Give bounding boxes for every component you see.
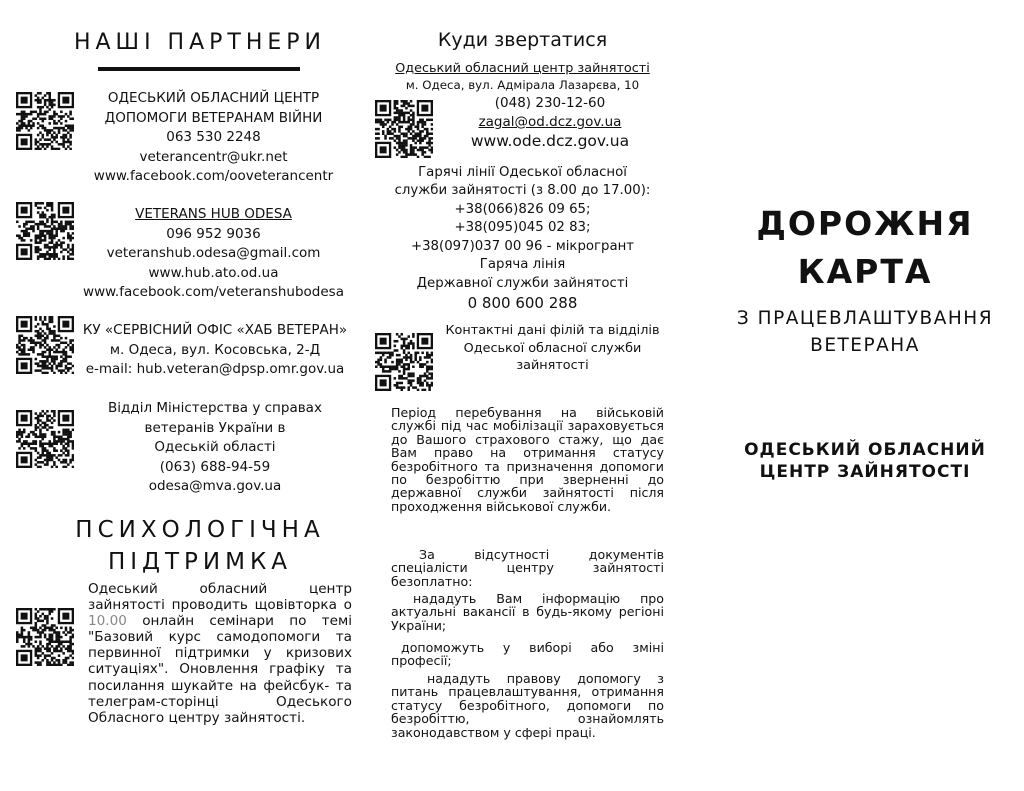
psychology-text: [88, 581, 352, 726]
partner-2-web[interactable]: www.hub.ato.od.ua: [148, 264, 279, 281]
hotline-state-number: 0 800 600 288: [467, 294, 578, 312]
subtitle: [700, 305, 1024, 359]
partner-1-name-2: ДОПОМОГИ ВЕТЕРАНАМ ВІЙНИ: [104, 109, 323, 126]
organization-name-2: ЦЕНТР ЗАЙНЯТОСТІ: [759, 462, 971, 482]
partner-2-name[interactable]: VETERANS HUB ODESA: [135, 206, 292, 222]
info-item-2: допоможуть у виборі або зміні професії;: [391, 640, 664, 669]
hotlines-oblast: [380, 164, 665, 256]
partner-3: [80, 321, 350, 380]
center-address: м. Одеса, вул. Адмірала Лазарєва, 10: [405, 78, 640, 92]
hotline-state: [380, 256, 665, 313]
center-contacts: [445, 94, 655, 151]
hotlines-oblast-line-2: служби зайнятості (з 8.00 до 17.00):: [394, 183, 651, 199]
psychology-text-part-1: Одеський обласний центр зайнятості проводить щовівторка о: [88, 581, 352, 614]
subtitle-1: З ПРАЦЕВЛАШТУВАННЯ: [736, 308, 994, 329]
qr-code-icon[interactable]: [16, 608, 74, 666]
partner-1: [76, 89, 351, 187]
psychology-title: [40, 514, 360, 578]
center-block: [380, 61, 665, 93]
hotline-number-2: +38(095)045 02 83;: [454, 220, 591, 236]
partner-4-line-1: Відділ Міністерства у справах: [108, 400, 322, 416]
center-web[interactable]: www.ode.dcz.gov.ua: [470, 132, 630, 150]
hotlines-oblast-line-1: Гарячі лінії Одеської обласної: [418, 165, 627, 180]
title-underline: [98, 67, 300, 71]
partner-1-name-1: ОДЕСЬКИЙ ОБЛАСНИЙ ЦЕНТР: [107, 90, 320, 106]
partner-2-email[interactable]: veteranshub.odesa@gmail.com: [106, 245, 321, 261]
qr-code-icon[interactable]: [16, 410, 74, 468]
psychology-time: 10.00: [88, 613, 127, 630]
branches-line-2: Одеської обласної служби: [463, 340, 642, 356]
qr-code-icon[interactable]: [375, 333, 433, 391]
partner-1-phone: 063 530 2248: [166, 129, 261, 145]
partners-title: НАШІ ПАРТНЕРИ: [73, 30, 327, 55]
partner-4-line-3: Одеській області: [154, 439, 276, 455]
qr-code-icon[interactable]: [16, 92, 74, 150]
info-paragraph-2: За відсутності документів спеціалісти центру зайнятості безоплатно:: [391, 547, 664, 589]
organization-name-1: ОДЕСЬКИЙ ОБЛАСНИЙ: [744, 440, 986, 460]
organization-name: [700, 439, 1024, 483]
branches-line-3: зайнятості: [516, 358, 589, 373]
qr-code-icon[interactable]: [375, 100, 433, 158]
qr-code-icon[interactable]: [16, 316, 74, 374]
qr-code-icon[interactable]: [16, 202, 74, 260]
contacts-title: Куди звертатися: [437, 29, 608, 51]
branches-contacts: [435, 322, 670, 375]
partner-2-fb[interactable]: www.facebook.com/veteranshubodesa: [83, 284, 344, 300]
center-email[interactable]: zagal@od.dcz.gov.ua: [478, 114, 622, 130]
center-phone: (048) 230-12-60: [494, 95, 606, 111]
center-name[interactable]: Одеський обласний центр зайнятості: [395, 61, 650, 76]
main-title-2: КАРТА: [797, 252, 933, 291]
subtitle-2: ВЕТЕРАНА: [810, 335, 920, 356]
partner-4: [80, 399, 350, 497]
info-item-1: нададуть Вам інформацію про актуальні вакансії в будь-якому регіоні України;: [391, 591, 664, 633]
hotline-state-line-2: Державної служби зайнятості: [416, 275, 629, 291]
hotline-number-3: +38(097)037 00 96 - мікрогрант: [410, 238, 635, 254]
branches-line-1: Контактні дані філій та відділів: [445, 323, 660, 338]
psychology-title-2: ПІДТРИМКА: [107, 549, 293, 575]
partner-4-email[interactable]: odesa@mva.gov.ua: [148, 478, 282, 494]
hotline-number-1: +38(066)826 09 65;: [454, 201, 591, 217]
partner-4-line-2: ветеранів України в: [144, 419, 286, 436]
main-title: [700, 200, 1024, 296]
info-paragraph-1: Період перебування на військовій службі під час мобілізації зараховується до Вашого страхового стажу, що дає Вам право на отримання статусу безробітного та призначення допомоги по безробіттю при зверненні до державної служби зайнятості після проходження військової служби.: [391, 405, 664, 514]
partner-2-phone: 096 952 9036: [166, 225, 261, 242]
partner-1-email[interactable]: veterancentr@ukr.net: [139, 148, 288, 165]
info-item-3: нададуть правову допомогу з питань працевлаштування, отримання статусу безробітного, допомоги по безробіттю, ознайомлять законодавством у сфері праці.: [391, 671, 664, 740]
partner-3-address: м. Одеса, вул. Косовська, 2-Д: [109, 341, 321, 358]
partner-4-phone: (063) 688-94-59: [159, 458, 271, 475]
partner-3-name: КУ «СЕРВІСНИЙ ОФІС «ХАБ ВЕТЕРАН»: [82, 322, 348, 338]
psychology-title-1: ПСИХОЛОГІЧНА: [75, 517, 325, 543]
hotline-state-line-1: Гаряча лінія: [479, 257, 566, 272]
main-title-1: ДОРОЖНЯ: [756, 204, 974, 243]
partner-1-web[interactable]: www.facebook.com/ooveterancentr: [93, 168, 334, 184]
psychology-text-part-2: онлайн семінари по темі "Базовий курс самодопомоги та первинної підтримки у кризових ситуаціях". Оновлення графіку та посилання шукайте на фейсбук- та телеграм-сторінці Одеського Обласного центру зайнятості.: [88, 613, 352, 726]
partner-3-email[interactable]: e-mail: hub.veteran@dpsp.omr.gov.ua: [85, 361, 345, 377]
partner-2: [76, 205, 351, 303]
